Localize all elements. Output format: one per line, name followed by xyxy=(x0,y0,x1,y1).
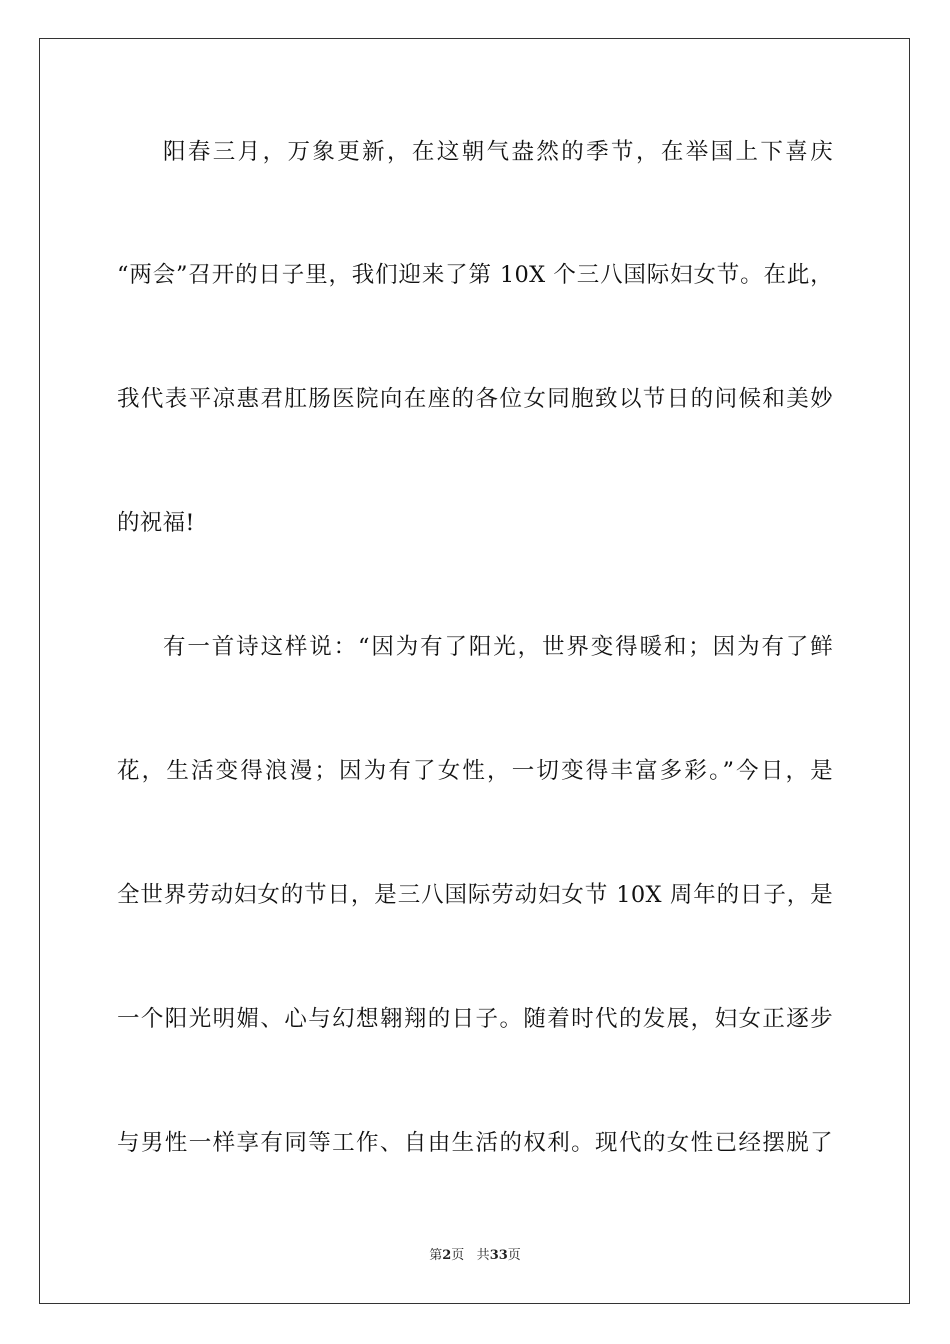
page-prefix: 第 xyxy=(429,1248,443,1263)
paragraph-1-line-2: “两会”召开的日子里，我们迎来了第 10X 个三八国际妇女节。在此， xyxy=(117,262,833,288)
page-border xyxy=(39,38,910,1304)
paragraph-2-line-3: 全世界劳动妇女的节日，是三八国际劳动妇女节 10X 周年的日子，是 xyxy=(117,882,833,908)
paragraph-2-line-1: 有一首诗这样说：“因为有了阳光，世界变得暖和；因为有了鲜 xyxy=(163,634,833,660)
paragraph-2-line-4: 一个阳光明媚、心与幻想翱翔的日子。随着时代的发展，妇女正逐步 xyxy=(117,1006,833,1032)
page-number: 2 xyxy=(442,1248,452,1263)
paragraph-1-line-1: 阳春三月，万象更新，在这朝气盎然的季节，在举国上下喜庆 xyxy=(163,139,833,165)
paragraph-2-line-5: 与男性一样享有同等工作、自由生活的权利。现代的女性已经摆脱了 xyxy=(117,1130,833,1156)
total-suffix: 页 xyxy=(507,1248,521,1263)
page-footer xyxy=(0,1247,950,1265)
total-prefix: 共 xyxy=(476,1248,490,1263)
paragraph-1-line-4: 的祝福! xyxy=(117,510,195,536)
total-pages: 33 xyxy=(489,1248,508,1263)
paragraph-1-line-3: 我代表平凉惠君肛肠医院向在座的各位女同胞致以节日的问候和美妙 xyxy=(117,386,833,412)
page-suffix: 页 xyxy=(451,1248,465,1263)
paragraph-2-line-2: 花，生活变得浪漫；因为有了女性，一切变得丰富多彩。”今日，是 xyxy=(117,758,833,784)
